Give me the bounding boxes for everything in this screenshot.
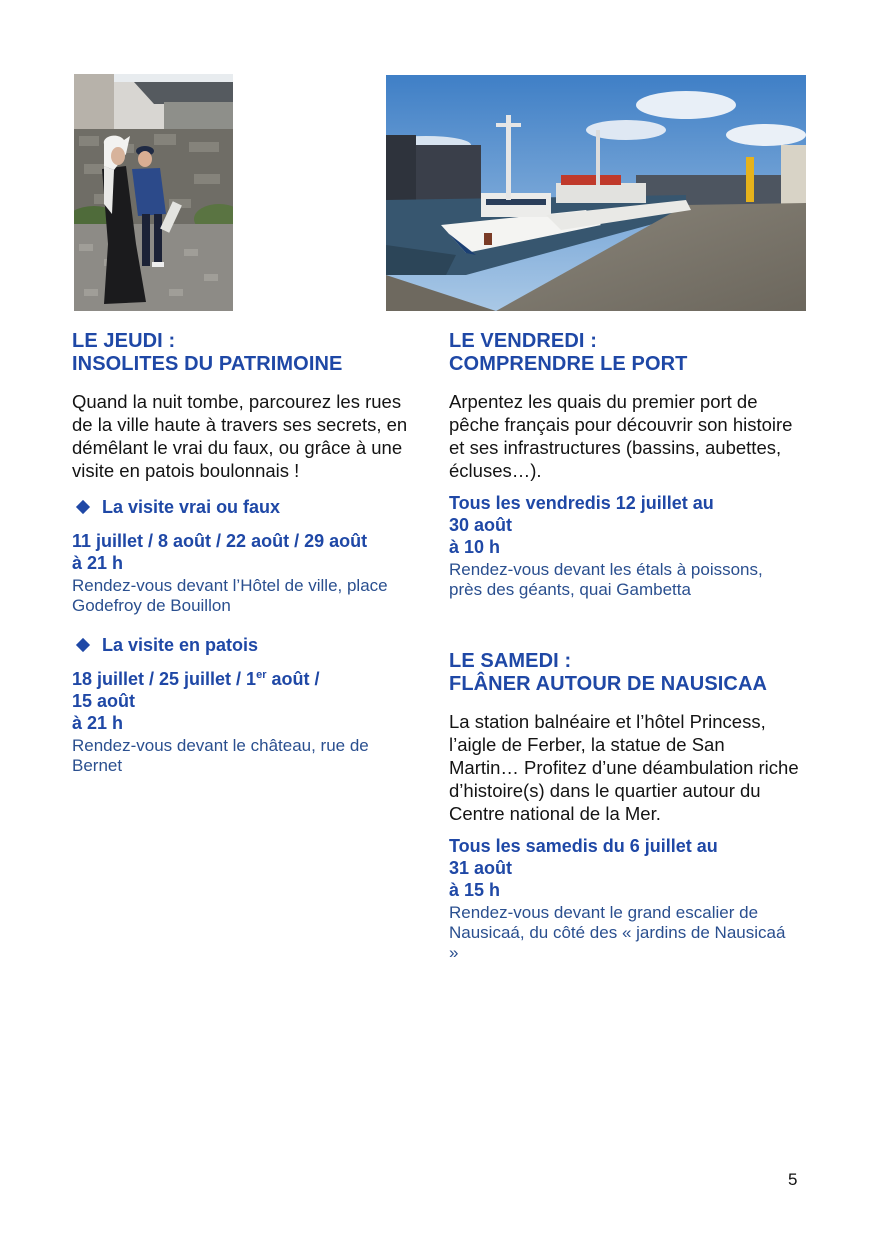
visit-patois-dates-part1: 18 juillet / 25 juillet / 1: [72, 669, 257, 689]
friday-saturday-section: [449, 330, 799, 963]
visit-patois-place: Rendez-vous devant le château, rue de Bernet: [72, 736, 369, 775]
saturday-dates-line2: 31 août: [449, 858, 513, 878]
port-boats-photo: [386, 75, 806, 311]
visit-vrai-faux-place: Rendez-vous devant l’Hôtel de ville, place Godefroy de Bouillon: [72, 576, 388, 615]
visit-patois-label: La visite en patois: [102, 635, 259, 655]
visit-patois-schedule: [72, 668, 422, 734]
saturday-dates-line1: Tous les samedis du 6 juillet au: [449, 836, 718, 856]
visit-patois-dates-sup: er: [256, 669, 267, 681]
costumed-guides-photo: [74, 74, 233, 311]
saturday-schedule: [449, 835, 799, 901]
saturday-place: Rendez-vous devant le grand escalier de Nausicaá, du côté des « jardins de Nausicaá »: [449, 903, 786, 962]
visit-vrai-faux-schedule: [72, 530, 422, 574]
thursday-section: [72, 330, 422, 776]
thursday-heading: [72, 330, 422, 376]
friday-time: à 10 h: [449, 537, 501, 557]
saturday-heading-line2: FLÂNER AUTOUR DE NAUSICAA: [449, 673, 768, 695]
friday-heading: [449, 330, 799, 376]
friday-place: Rendez-vous devant les étals à poissons, près des géants, quai Gambetta: [449, 560, 763, 599]
visit-patois-title: [72, 634, 422, 656]
diamond-bullet-icon: [76, 638, 90, 652]
saturday-heading: [449, 650, 799, 696]
thursday-intro: Quand la nuit tombe, parcourez les rues de la ville haute à travers ses secrets, en démêlant le vrai du faux, ou grâce à une visite en patois boulonnais !: [72, 391, 408, 481]
diamond-bullet-icon: [76, 500, 90, 514]
saturday-heading-line1: LE SAMEDI :: [449, 650, 572, 672]
friday-heading-line2: COMPRENDRE LE PORT: [449, 353, 688, 375]
visit-patois-time: à 21 h: [72, 713, 124, 733]
visit-vrai-faux-title: [72, 496, 422, 518]
friday-intro: Arpentez les quais du premier port de pêche français pour découvrir son histoire et ses infrastructures (bassins, aubettes, écluses…).: [449, 391, 793, 481]
friday-schedule: [449, 492, 799, 558]
visit-patois-dates-part2: août /: [266, 669, 320, 689]
visit-vrai-faux-time: à 21 h: [72, 553, 124, 573]
visit-patois-dates-line2: 15 août: [72, 691, 136, 711]
saturday-time: à 15 h: [449, 880, 501, 900]
page-number: 5: [788, 1170, 798, 1189]
thursday-heading-line2: INSOLITES DU PATRIMOINE: [72, 353, 343, 375]
thursday-heading-line1: LE JEUDI :: [72, 330, 176, 352]
friday-dates-line1: Tous les vendredis 12 juillet au: [449, 493, 714, 513]
visit-vrai-faux-label: La visite vrai ou faux: [102, 497, 281, 517]
friday-dates-line2: 30 août: [449, 515, 513, 535]
saturday-intro: La station balnéaire et l’hôtel Princess, l’aigle de Ferber, la statue de San Martin… Profitez d’une déambulation riche d’histoire(s) dans le quartier autour du Centre national de la Mer.: [449, 711, 799, 824]
friday-heading-line1: LE VENDREDI :: [449, 330, 597, 352]
visit-vrai-faux-dates: 11 juillet / 8 août / 22 août / 29 août: [72, 531, 368, 551]
